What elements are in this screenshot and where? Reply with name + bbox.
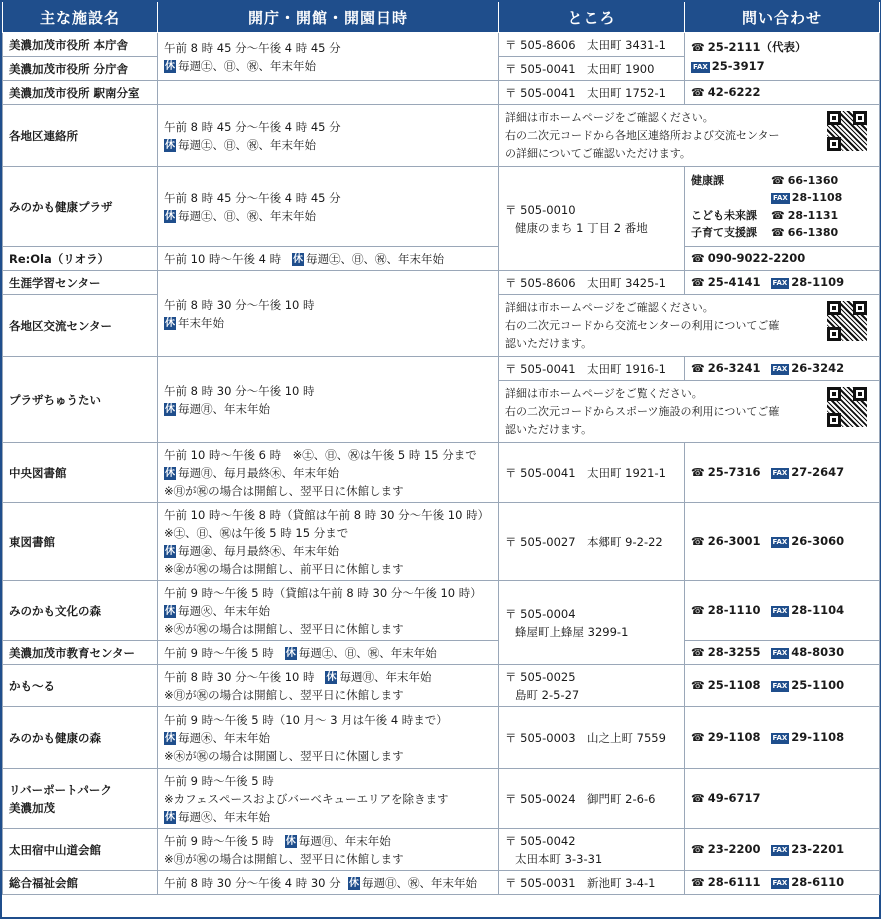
fax-icon: FAX <box>772 734 788 742</box>
fax-icon: FAX <box>772 879 788 887</box>
fax-icon: FAX <box>772 607 788 615</box>
facility-name: みのかも健康プラザ <box>3 167 158 247</box>
phone-icon: ☎ <box>691 646 705 659</box>
hours-inline <box>164 874 492 892</box>
fax-number: 26-3242 <box>791 361 845 375</box>
facility-contact <box>685 829 880 871</box>
table-row <box>3 829 880 871</box>
fax-number: 27-2647 <box>791 465 845 479</box>
facility-name: みのかも文化の森 <box>3 581 158 641</box>
phone-icon: ☎ <box>691 792 705 805</box>
facility-contact <box>685 357 880 381</box>
street-address: 健康のまち 1 丁目 2 番地 <box>515 220 648 235</box>
postal-code: 〒 505-0025 <box>505 669 576 684</box>
fax-number: 23-2201 <box>791 842 845 856</box>
hours-line: 午前 9 時～午後 5 時 <box>164 645 274 660</box>
facility-hours <box>158 503 499 581</box>
hours-line: 午前 9 時～午後 5 時（10 月～ 3 月は午後 4 時まで） <box>164 712 448 727</box>
hours-inline <box>164 644 492 662</box>
facility-name: 美濃加茂市役所 分庁舎 <box>3 57 158 81</box>
closed-days: 毎週㊊、年末年始 <box>298 833 391 848</box>
closed-icon: 休 <box>165 317 175 329</box>
closed-days: 毎週㊊、年末年始 <box>339 669 432 684</box>
phone-icon: ☎ <box>771 173 785 187</box>
closed-days: 毎週㊏、㊐、㊗、年末年始 <box>178 208 316 223</box>
hours-note: ※カフェスペースおよびバーベキューエリアを除きます <box>164 791 449 806</box>
header-address: ところ <box>499 2 685 33</box>
facility-address: 〒 505-0024 御門町 2-6-6 <box>499 769 685 829</box>
fax-number: 29-1108 <box>791 730 845 744</box>
dept-contact <box>691 207 873 225</box>
hours-closed <box>164 314 492 332</box>
contact-tel <box>691 38 873 57</box>
facility-hours <box>158 105 499 167</box>
phone-icon: ☎ <box>691 535 705 548</box>
street-address: 蜂屋町上蜂屋 3299-1 <box>515 624 629 639</box>
closed-days: 毎週㊋、年末年始 <box>178 603 270 618</box>
closed-icon: 休 <box>165 139 175 151</box>
table-row <box>3 357 880 381</box>
facility-hours <box>158 871 499 895</box>
facility-name: プラザちゅうたい <box>3 357 158 443</box>
facility-address: 〒 505-8606 太田町 3425-1 <box>499 271 685 295</box>
closed-icon: 休 <box>285 835 296 847</box>
facility-hours <box>158 641 499 665</box>
closed-icon: 休 <box>165 210 175 222</box>
hours-note: ※㊊が㊗の場合は開館し、翌平日に休館します <box>164 483 404 498</box>
facility-name: 各地区交流センター <box>3 295 158 357</box>
street-address: 島町 2-5-27 <box>515 687 580 702</box>
facility-address <box>499 167 685 271</box>
facility-hours <box>158 357 499 443</box>
tel-number[interactable]: 23-2200 <box>707 842 761 856</box>
facility-contact <box>685 641 880 665</box>
postal-code: 〒 505-0004 <box>505 606 576 621</box>
tel-number[interactable]: 42-6222 <box>707 85 761 99</box>
phone-icon: ☎ <box>691 362 705 375</box>
facility-address: 〒 505-0041 太田町 1752-1 <box>499 81 685 105</box>
hours-line: 午前 8 時 45 分～午後 4 時 45 分 <box>164 119 341 134</box>
facility-contact <box>685 33 880 81</box>
qr-code-icon[interactable] <box>827 111 867 151</box>
dept-contact <box>691 172 873 190</box>
fax-icon: FAX <box>772 649 788 657</box>
facility-detail <box>499 295 880 357</box>
detail-line: 詳細は市ホームページをご確認ください。 <box>505 110 714 124</box>
header-name: 主な施設名 <box>3 2 158 33</box>
hours-closed <box>164 400 492 418</box>
postal-code: 〒 505-0042 <box>505 833 576 848</box>
header-hours: 開庁・開館・開園日時 <box>158 2 499 33</box>
table-row <box>3 271 880 295</box>
fax-number: 25-1100 <box>791 678 845 692</box>
hours-inline <box>164 250 492 268</box>
closed-days: 毎週㊏、㊐、㊗、年末年始 <box>178 137 316 152</box>
table-row <box>3 81 880 105</box>
hours-closed <box>164 464 492 482</box>
table-row <box>3 503 880 581</box>
phone-icon: ☎ <box>691 466 705 479</box>
facility-address <box>499 581 685 665</box>
facility-hours <box>158 247 499 271</box>
facility-contact <box>685 81 880 105</box>
closed-days: 年末年始 <box>178 315 224 330</box>
facility-contact <box>685 707 880 769</box>
fax-icon: FAX <box>693 63 708 71</box>
closed-icon: 休 <box>348 877 359 889</box>
phone-icon: ☎ <box>691 679 705 692</box>
hours-note: ※㊎が㊗の場合は開館し、前平日に休館します <box>164 561 404 576</box>
table-row <box>3 581 880 641</box>
hours-closed <box>164 602 492 620</box>
detail-line: 詳細は市ホームページをご確認ください。 <box>505 300 714 314</box>
hours-inline <box>164 668 492 686</box>
tel-number[interactable]: 28-3255 <box>707 645 761 659</box>
fax-number: 28-1109 <box>791 275 845 289</box>
phone-icon: ☎ <box>691 604 705 617</box>
closed-days: 毎週㊊、年末年始 <box>178 401 270 416</box>
tel-number[interactable]: 28-1110 <box>707 603 761 617</box>
facility-hours <box>158 167 499 247</box>
table-row <box>3 707 880 769</box>
facility-address: 〒 505-0027 本郷町 9-2-22 <box>499 503 685 581</box>
facility-name-line: リバーポートパーク <box>9 782 112 797</box>
facility-contact <box>685 503 880 581</box>
facility-contact <box>685 271 880 295</box>
fax-number: 48-8030 <box>791 645 845 659</box>
closed-days: 毎週㊋、年末年始 <box>178 809 270 824</box>
tel-number[interactable]: 25-1108 <box>707 678 761 692</box>
tel-number[interactable]: 66-1380 <box>787 226 839 239</box>
facility-detail <box>499 105 880 167</box>
detail-line: 詳細は市ホームページをご覧ください。 <box>505 386 703 400</box>
table-row <box>3 769 880 829</box>
tel-number[interactable]: 29-1108 <box>707 730 761 744</box>
facility-hours <box>158 443 499 503</box>
hours-note: ※㊊が㊗の場合は開館し、翌平日に休館します <box>164 851 404 866</box>
phone-icon: ☎ <box>691 41 705 54</box>
closed-days: 毎週㊐、㊗、年末年始 <box>361 875 477 890</box>
facility-name: 総合福祉会館 <box>3 871 158 895</box>
fax-number: 28-6110 <box>791 875 845 889</box>
closed-icon: 休 <box>165 732 175 744</box>
closed-icon: 休 <box>326 671 337 683</box>
phone-icon: ☎ <box>691 276 705 289</box>
dept-name: 健康課 <box>691 173 724 187</box>
table-header-row <box>3 2 880 33</box>
fax-number: 26-3060 <box>791 534 845 548</box>
phone-icon: ☎ <box>691 86 705 99</box>
facility-hours <box>158 707 499 769</box>
hours-note: ※㊊が㊗の場合は開館し、翌平日に休館します <box>164 687 404 702</box>
facility-contact <box>685 581 880 641</box>
facility-table <box>2 2 880 895</box>
hours-line: 午前 8 時 30 分～午後 10 時 <box>164 383 315 398</box>
facility-contact <box>685 665 880 707</box>
street-address: 太田本町 3-3-31 <box>515 851 603 866</box>
facility-name: かも～る <box>3 665 158 707</box>
facility-address <box>499 665 685 707</box>
detail-line: の詳細についてご確認いただけます。 <box>505 146 691 160</box>
fax-icon: FAX <box>772 469 788 477</box>
table-row <box>3 443 880 503</box>
facility-hours <box>158 665 499 707</box>
dept-name: 子育て支援課 <box>691 226 757 239</box>
facility-hours <box>158 33 499 81</box>
closed-icon: 休 <box>165 545 175 557</box>
fax-icon: FAX <box>772 682 788 690</box>
closed-days: 毎週㊎、毎月最終㊍、年末年始 <box>178 543 339 558</box>
hours-line: 午前 8 時 30 分～午後 10 時 <box>164 297 315 312</box>
facility-address: 〒 505-0031 新池町 3-4-1 <box>499 871 685 895</box>
detail-line: 右の二次元コードから交流センターの利用についてご確 <box>505 318 780 332</box>
facility-address: 〒 505-0041 太田町 1916-1 <box>499 357 685 381</box>
dept-fax <box>691 189 873 207</box>
fax-icon: FAX <box>772 538 788 546</box>
facility-hours-empty <box>158 81 499 105</box>
tel-number[interactable]: 49-6717 <box>707 791 761 805</box>
hours-line: 午前 8 時 45 分～午後 4 時 45 分 <box>164 190 341 205</box>
table-row <box>3 665 880 707</box>
closed-icon: 休 <box>165 811 175 823</box>
header-contact: 問い合わせ <box>685 2 880 33</box>
closed-days: 毎週㊏、㊐、㊗、年末年始 <box>178 58 316 73</box>
facility-name: 太田宿中山道会館 <box>3 829 158 871</box>
facility-name: 美濃加茂市役所 本庁舎 <box>3 33 158 57</box>
facility-contact <box>685 247 880 271</box>
qr-code-icon[interactable] <box>827 387 867 427</box>
hours-note: ※㊏、㊐、㊗は午後 5 時 15 分まで <box>164 525 349 540</box>
fax-icon: FAX <box>772 365 788 373</box>
detail-line: 認いただけます。 <box>505 422 593 436</box>
fax-icon: FAX <box>772 279 788 287</box>
closed-days: 毎週㊊、毎月最終㊍、年末年始 <box>178 465 339 480</box>
table-row <box>3 641 880 665</box>
closed-icon: 休 <box>165 403 175 415</box>
facility-address: 〒 505-0003 山之上町 7559 <box>499 707 685 769</box>
tel-number[interactable]: 66-1360 <box>787 173 839 187</box>
facility-address: 〒 505-0041 太田町 1900 <box>499 57 685 81</box>
hours-line: 午前 9 時～午後 5 時 <box>164 773 274 788</box>
hours-line: 午前 9 時～午後 5 時 <box>164 833 274 848</box>
fax-number: 28-1108 <box>791 191 843 204</box>
table-row <box>3 105 880 167</box>
fax-icon: FAX <box>772 846 788 854</box>
hours-line: 午前 10 時～午後 4 時 <box>164 251 282 266</box>
facility-name: 中央図書館 <box>3 443 158 503</box>
detail-line: 認いただけます。 <box>505 336 593 350</box>
closed-icon: 休 <box>285 647 296 659</box>
facility-contact <box>685 871 880 895</box>
facility-name: 美濃加茂市教育センター <box>3 641 158 665</box>
fax-number: 28-1104 <box>791 603 845 617</box>
qr-code-icon[interactable] <box>827 301 867 341</box>
table-row <box>3 871 880 895</box>
detail-line: 右の二次元コードから各地区連絡所および交流センター <box>505 128 780 142</box>
facility-contact <box>685 443 880 503</box>
hours-closed <box>164 808 492 826</box>
closed-days: 毎週㊏、㊐、㊗、年末年始 <box>298 645 437 660</box>
facility-name: 各地区連絡所 <box>3 105 158 167</box>
closed-icon: 休 <box>165 605 175 617</box>
tel-number[interactable]: 28-1131 <box>787 208 839 222</box>
closed-icon: 休 <box>165 467 175 479</box>
facility-address: 〒 505-0041 太田町 1921-1 <box>499 443 685 503</box>
hours-note: ※㊋が㊗の場合は開館し、翌平日に休館します <box>164 621 404 636</box>
tel-number[interactable]: 25-2111（代表） <box>707 40 807 54</box>
hours-line: 午前 9 時～午後 5 時（貸館は午前 8 時 30 分～午後 10 時） <box>164 585 482 600</box>
fax-icon: FAX <box>773 194 788 202</box>
facility-address <box>499 829 685 871</box>
closed-days: 毎週㊍、年末年始 <box>178 730 270 745</box>
facility-name: みのかも健康の森 <box>3 707 158 769</box>
facility-detail <box>499 381 880 443</box>
phone-icon: ☎ <box>691 876 705 889</box>
hours-line: 午前 10 時～午後 6 時 ※㊏、㊐、㊗は午後 5 時 15 分まで <box>164 447 477 462</box>
facility-hours <box>158 829 499 871</box>
hours-inline <box>164 832 492 850</box>
tel-number[interactable]: 25-4141 <box>707 275 761 289</box>
tel-number[interactable]: 25-7316 <box>707 465 761 479</box>
hours-closed <box>164 207 492 225</box>
table-row <box>3 247 880 271</box>
hours-line: 午前 10 時～午後 8 時（貸館は午前 8 時 30 分～午後 10 時） <box>164 507 490 522</box>
postal-code: 〒 505-0010 <box>505 202 576 217</box>
tel-number[interactable]: 090-9022-2200 <box>707 251 806 265</box>
facility-name-line: 美濃加茂 <box>9 800 55 815</box>
closed-icon: 休 <box>165 60 175 72</box>
dept-contact <box>691 224 873 242</box>
tel-number[interactable]: 26-3241 <box>707 361 761 375</box>
phone-icon: ☎ <box>771 208 785 222</box>
facility-name <box>3 769 158 829</box>
facility-contact <box>685 167 880 247</box>
contact-fax <box>691 57 873 75</box>
phone-icon: ☎ <box>691 252 705 265</box>
facility-name: 生涯学習センター <box>3 271 158 295</box>
hours-line: 午前 8 時 30 分～午後 4 時 30 分 <box>164 875 341 890</box>
table-row <box>3 167 880 247</box>
dept-name: こども未来課 <box>691 208 757 222</box>
fax-number: 25-3917 <box>711 59 765 73</box>
facility-name: 東図書館 <box>3 503 158 581</box>
detail-line: 右の二次元コードからスポーツ施設の利用についてご確 <box>505 404 780 418</box>
facility-address: 〒 505-8606 太田町 3431-1 <box>499 33 685 57</box>
hours-note: ※㊍が㊗の場合は開園し、翌平日に休園します <box>164 748 404 763</box>
hours-closed <box>164 136 492 154</box>
facility-name: 美濃加茂市役所 駅南分室 <box>3 81 158 105</box>
hours-line: 午前 8 時 45 分～午後 4 時 45 分 <box>164 40 341 55</box>
phone-icon: ☎ <box>771 226 785 239</box>
tel-number[interactable]: 26-3001 <box>707 534 761 548</box>
facility-hours <box>158 769 499 829</box>
phone-icon: ☎ <box>691 843 705 856</box>
hours-closed <box>164 57 492 75</box>
hours-line: 午前 8 時 30 分～午後 10 時 <box>164 669 315 684</box>
hours-closed <box>164 542 492 560</box>
phone-icon: ☎ <box>691 731 705 744</box>
facility-contact <box>685 769 880 829</box>
facility-hours <box>158 581 499 641</box>
table-row <box>3 33 880 57</box>
closed-icon: 休 <box>293 253 304 265</box>
tel-number[interactable]: 28-6111 <box>707 875 761 889</box>
closed-days: 毎週㊏、㊐、㊗、年末年始 <box>306 251 445 266</box>
facility-name: Re:Ola（リオラ） <box>3 247 158 271</box>
hours-closed <box>164 729 492 747</box>
facility-hours <box>158 271 499 357</box>
